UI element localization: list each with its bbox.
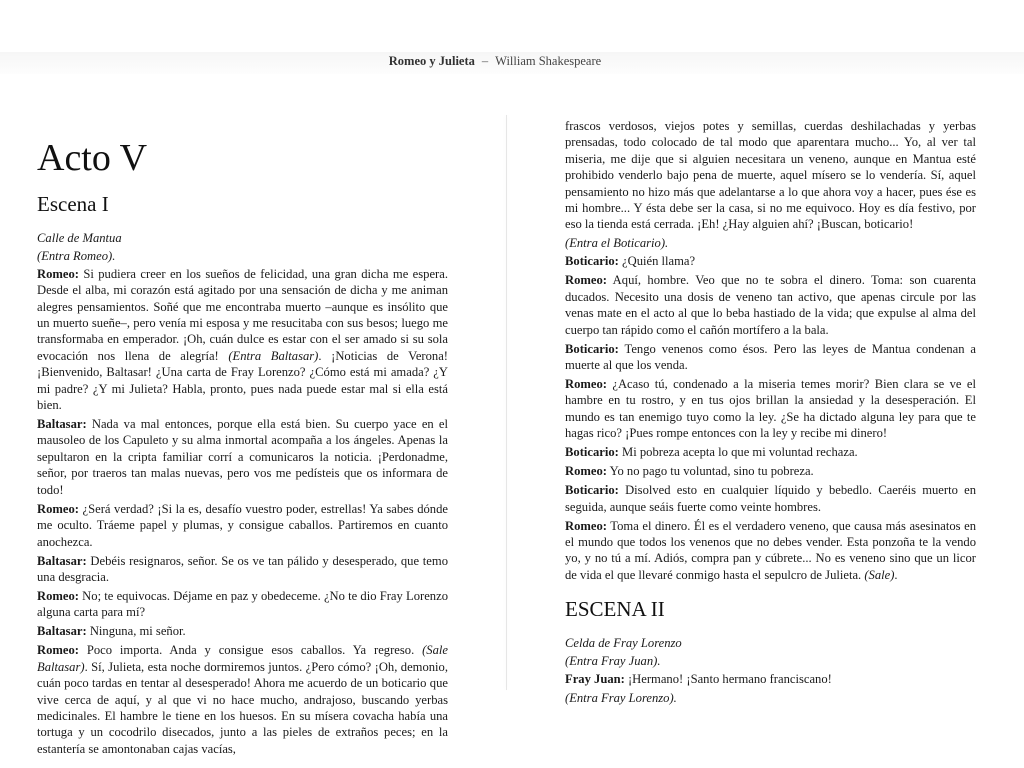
right-page <box>565 118 976 708</box>
stage-direction: Calle de Mantua <box>37 231 122 245</box>
speaker-name: Romeo: <box>565 518 607 533</box>
speaker-name: Romeo: <box>37 266 79 281</box>
stage-direction: (Entra Fray Juan). <box>565 654 661 669</box>
stage-direction: (Entra Fray Lorenzo). <box>565 691 677 706</box>
speech-line: Romeo: Yo no pago tu voluntad, sino tu pobreza. <box>565 464 814 479</box>
left-page-body <box>37 230 448 757</box>
stage-direction: Celda de Fray Lorenzo <box>565 636 682 651</box>
header-separator: – <box>481 54 489 68</box>
speaker-name: Baltasar: <box>37 553 87 568</box>
stage-direction: (Entra Romeo). <box>37 248 116 263</box>
scene-2-body <box>565 635 976 706</box>
speech-line: Romeo: No; te equivocas. Déjame en paz y obedeceme. ¿No te dio Fray Lorenzo alguna carta para mí? <box>37 588 448 620</box>
stage-direction: (Entra el Boticario). <box>565 236 669 251</box>
scene-2-title: ESCENA II <box>565 597 665 622</box>
speech-line: Fray Juan: ¡Hermano! ¡Santo hermano franciscano! <box>565 672 832 687</box>
left-page <box>37 118 448 760</box>
inline-stage-direction: (Sale) <box>864 567 895 582</box>
speaker-name: Romeo: <box>37 643 79 658</box>
speaker-name: Romeo: <box>565 273 607 288</box>
speaker-name: Baltasar: <box>37 417 87 432</box>
speech-line: Romeo: ¿Acaso tú, condenado a la miseria temes morir? Bien clara se ve el hambre en tu rostro, y en tus ojos brillan la ansiedad y la desesperación. El mundo es tan enemigo tuyo como la ley. ¿Se ha dictado alguna ley para que te hagas rico? ¡Pues rompe entonces con la ley y recibe mi dinero! <box>565 376 976 441</box>
book-header <box>0 53 990 69</box>
speech-line: Baltasar: Ninguna, mi señor. <box>37 624 186 639</box>
speech-line: Boticario: ¿Quién llama? <box>565 254 696 269</box>
speaker-name: Romeo: <box>37 588 79 603</box>
speaker-name: Romeo: <box>565 464 607 479</box>
speech-line: Baltasar: Nada va mal entonces, porque ella está bien. Su cuerpo yace en el mausoleo de los Capuleto y su alma inmortal acompaña a los ángeles. Apenas la sepultaron en la cripta familiar corrí a comunicaros la noticia. ¡Perdonadme, señor, por traeros tan malas nuevas, pero vos me pedísteis que os informara de todo! <box>37 417 448 497</box>
speaker-name: Boticario: <box>565 445 619 460</box>
speaker-name: Boticario: <box>565 254 619 269</box>
speaker-name: Boticario: <box>565 341 619 356</box>
speech-line: Baltasar: Debéis resignaros, señor. Se os ve tan pálido y desesperado, que temo una desgracia. <box>37 553 448 584</box>
speaker-name: Boticario: <box>565 483 619 498</box>
speaker-name: Romeo: <box>37 501 79 516</box>
speech-line: Romeo: Si pudiera creer en los sueños de felicidad, una gran dicha me espera. Desde el alba, mi corazón está agitado por una sensación de dicha y me animan alegres pensamientos. Soñé que me encontraba muerto –aunque es insólito que un muerto sueñe–, pero venía mi esposa y me resucitaba con sus besos; luego me transformaba en emperador. ¡Oh, cuán dulce es estar con el ser amado si su sola evocación nos llena de alegría! (Entra Baltasar). ¡Noticias de Verona! ¡Bienvenido, Baltasar! ¿Una carta de Fray Lorenzo? ¿Cómo está mi amada? ¿Y mi padre? ¿Y mi Julieta? Habla, pronto, pues nada puede estar mal si ella está bien. <box>37 266 448 413</box>
speech-continuation: frascos verdosos, viejos potes y semillas, cuerdas deshilachadas y yerbas prensadas, todo colocado de tal modo que aparentara mucho... Yo, al ver tal miseria, me dije que si alguien necesitara un veneno, aunque en Mantua esté prohibido venderlo bajo pena de muerte, aquel mísero se lo vendería. Sí, aquel pensamiento no hizo más que adelantarse a lo que ahora voy a hacer, pues ése es mi hombre... Y ésta debe ser la casa, si no me equivoco. Hoy es día festivo, por eso la tienda está cerrada. ¡Eh! ¿Hay alguien ahí? ¡Buscan, boticario! <box>565 119 976 232</box>
book-author: William Shakespeare <box>495 54 602 68</box>
speech-line: Romeo: Toma el dinero. Él es el verdadero veneno, que causa más asesinatos en el mundo que todos los venenos que no debes vender. Esta ponzoña te la vendo yo, y no tú a mí. Adiós, compra pan y cúbrete... No es veneno sino que un licor de vida el que llevaré conmigo hasta el sepulcro de Julieta. (Sale). <box>565 518 976 582</box>
speaker-name: Romeo: <box>565 376 607 391</box>
inline-stage-direction: (Sale Baltasar) <box>37 643 448 674</box>
speech-line: Boticario: Disolved esto en cualquier líquido y bebedlo. Caeréis muerto en seguida, aunque seáis fuerte como veinte hombres. <box>565 483 976 514</box>
speech-line: Romeo: ¿Será verdad? ¡Si la es, desafío vuestro poder, estrellas! Ya sabes dónde me oculto. Tráeme papel y plumas, y consigue caballos. Partiremos en cuanto anochezca. <box>37 501 448 549</box>
speech-line: Romeo: Poco importa. Anda y consigue esos caballos. Ya regreso. (Sale Baltasar). Sí, Julieta, esta noche dormiremos juntos. ¿Pero cómo? ¡Oh, demonio, cuán poco tardas en tentar al desesperado! Ahora me acuerdo de un boticario que vive cerca de aquí, y al que vi no hace mucho, andrajoso, buscando yerbas medicinales. El hambre le tiene en los huesos. En su mísera covacha había una tortuga y un cocodrilo disecados, junto a las pieles de extraños peces; en la estantería se amontonaban cajas vacías, <box>37 643 448 756</box>
speaker-name: Baltasar: <box>37 624 87 639</box>
book-title: Romeo y Julieta <box>388 54 475 68</box>
right-page-body <box>565 118 976 583</box>
scene-title: Escena I <box>37 192 109 216</box>
speech-line: Romeo: Aquí, hombre. Veo que no te sobra el dinero. Toma: son cuarenta ducados. Necesito una dosis de veneno tan activo, que apenas circule por las venas mate en el acto al que lo beba hastiado de la vida; que expulse al alma del cuerpo tan rápido como el cañón mortífero a la bala. <box>565 273 976 337</box>
inline-stage-direction: (Entra Baltasar) <box>228 348 319 363</box>
speaker-name: Fray Juan: <box>565 672 625 687</box>
page-spine-divider <box>506 115 507 690</box>
speech-line: Boticario: Mi pobreza acepta lo que mi voluntad rechaza. <box>565 445 858 460</box>
act-title: Acto V <box>37 137 148 179</box>
speech-line: Boticario: Tengo venenos como ésos. Pero las leyes de Mantua condenan a muerte al que los venda. <box>565 341 976 372</box>
